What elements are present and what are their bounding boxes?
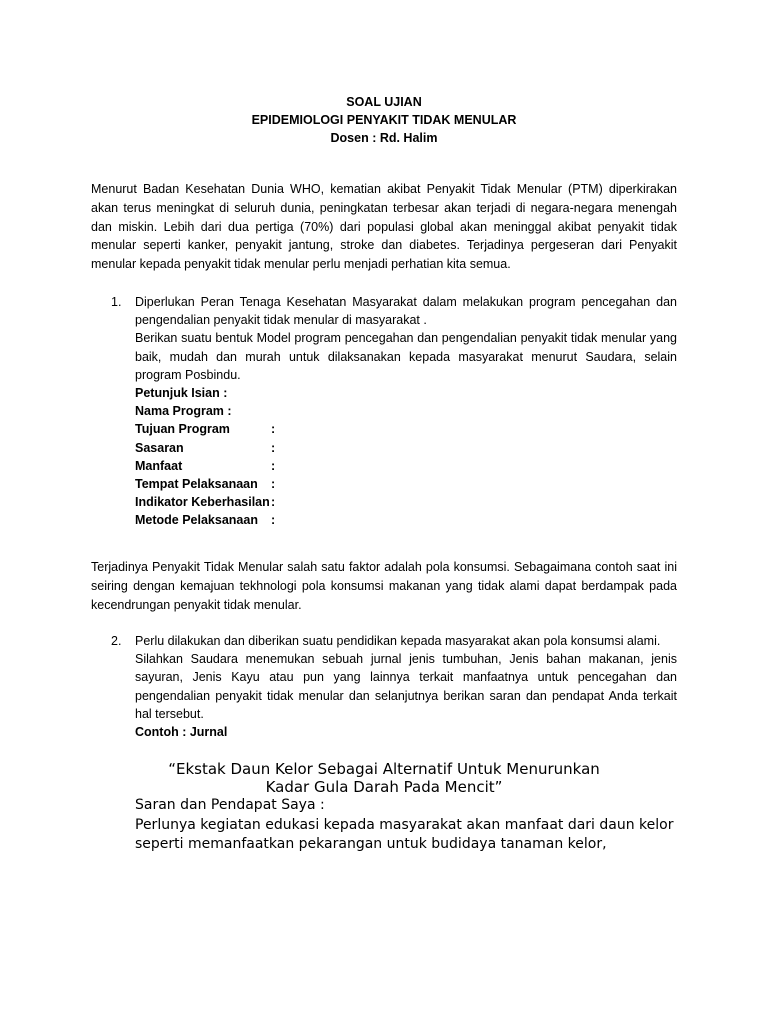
field-label: Metode Pelaksanaan xyxy=(135,513,258,528)
question-2-task: Silahkan Saudara menemukan sebuah jurnal jenis tumbuhan, Jenis bahan makanan, jenis sayuran, Jenis Kayu atau pun yang lainnya terkait manfaatnya untuk pencegahan dan pengendalian penyakit tidak menular dan selanjutnya berikan saran dan pendapat Anda terkait hal tersebut. xyxy=(135,652,677,721)
exam-title: SOAL UJIAN xyxy=(346,95,422,109)
example-label: Contoh : Jurnal xyxy=(135,725,228,740)
program-name-label: Nama Program : xyxy=(135,404,232,419)
middle-paragraph: Terjadinya Penyakit Tidak Menular salah satu faktor adalah pola konsumsi. Sebagaimana contoh saat ini seiring dengan kemajuan tekhnologi pola konsumsi makanan yang tidak alami dapat berdampak pada kecendrungan penyakit tidak menular. xyxy=(91,560,677,612)
journal-title-line-2: Kadar Gula Darah Pada Mencit” xyxy=(265,778,503,796)
field-label: Tujuan Program xyxy=(135,422,230,437)
form-field-row xyxy=(135,511,677,529)
opinion-label: Saran dan Pendapat Saya : xyxy=(135,797,325,813)
form-field-row xyxy=(135,420,677,438)
question-1-number: 1. xyxy=(111,295,122,309)
field-colon: : xyxy=(271,477,276,492)
question-2-number: 2. xyxy=(111,634,122,648)
instructions-label: Petunjuk Isian : xyxy=(135,386,228,401)
journal-title xyxy=(0,760,768,796)
course-title: EPIDEMIOLOGI PENYAKIT TIDAK MENULAR xyxy=(251,113,517,127)
field-label: Manfaat xyxy=(135,458,183,473)
field-label: Sasaran xyxy=(135,440,184,455)
opinion-text: Perlunya kegiatan edukasi kepada masyarakat akan manfaat dari daun kelor seperti memanfaatkan pekarangan untuk budidaya tanaman kelor, xyxy=(135,816,674,852)
field-colon: : xyxy=(271,440,276,455)
field-label: Tempat Pelaksanaan xyxy=(135,477,258,492)
question-1-intro: Diperlukan Peran Tenaga Kesehatan Masyarakat dalam melakukan program pencegahan dan pengendalian penyakit tidak menular di masyarakat . xyxy=(135,295,677,328)
field-label: Indikator Keberhasilan xyxy=(135,495,270,510)
field-colon: : xyxy=(271,513,276,528)
question-2 xyxy=(111,632,677,741)
question-1 xyxy=(111,293,677,530)
form-field-row xyxy=(135,439,677,457)
lecturer-name: Dosen : Rd. Halim xyxy=(330,131,438,145)
form-field-row xyxy=(135,493,677,511)
field-colon: : xyxy=(271,458,276,473)
field-colon: : xyxy=(271,422,276,437)
opinion-section xyxy=(135,796,695,855)
exam-header xyxy=(0,93,768,147)
field-colon: : xyxy=(271,495,276,510)
form-field-row xyxy=(135,457,677,475)
form-field-row xyxy=(135,475,677,493)
question-1-task: Berikan suatu bentuk Model program pencegahan dan pengendalian penyakit tidak menular yang baik, mudah dan murah untuk dilaksanakan kepada masyarakat menurut Saudara, selain program Posbindu. xyxy=(135,331,677,382)
intro-paragraph: Menurut Badan Kesehatan Dunia WHO, kematian akibat Penyakit Tidak Menular (PTM) diperkirakan akan terus meningkat di seluruh dunia, peningkatan terbesar akan terjadi di negara-negara menengah dan miskin. Lebih dari dua pertiga (70%) dari populasi global akan meninggal akibat penyakit tidak menular seperti kanker, penyakit jantung, stroke dan diabetes. Terjadinya pergeseran dari Penyakit menular kepada penyakit tidak menular perlu menjadi perhatian kita semua. xyxy=(91,182,677,272)
journal-title-line-1: “Ekstak Daun Kelor Sebagai Alternatif Untuk Menurunkan xyxy=(168,760,600,778)
question-2-intro: Perlu dilakukan dan diberikan suatu pendidikan kepada masyarakat akan pola konsumsi alami. xyxy=(135,634,661,648)
